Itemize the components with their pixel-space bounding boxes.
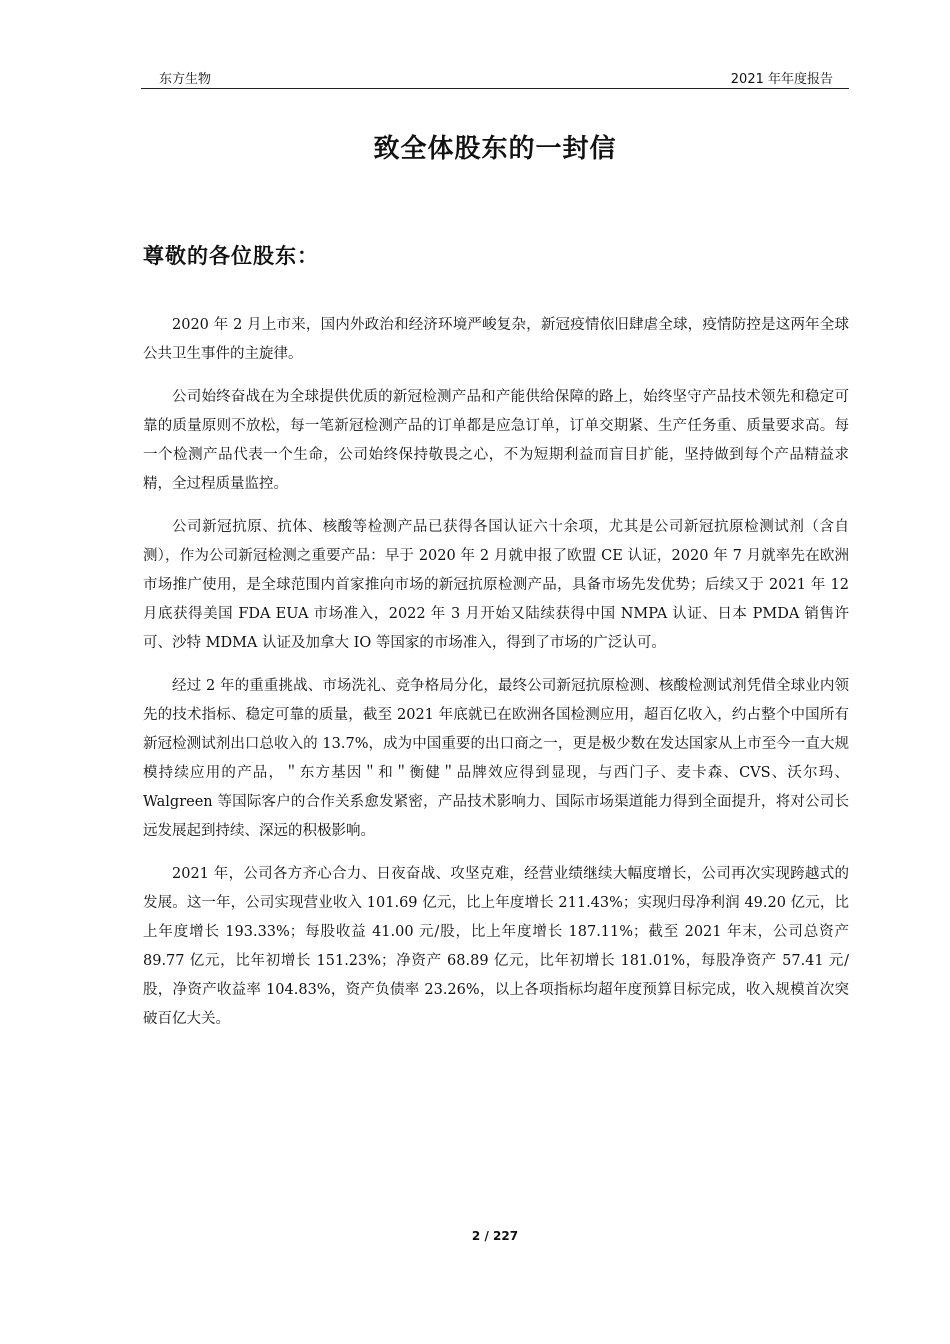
header-report-title: 2021 年年度报告 <box>730 72 833 87</box>
paragraph: 经过 2 年的重重挑战、市场洗礼、竞争格局分化，最终公司新冠抗原检测、核酸检测试剂凭借全球业内领先的技术指标、稳定可靠的质量，截至 2021 年底就已在欧洲各国检测应用，超百亿收入，约占整个中国所有新冠检测试剂出口总收入的 13.7%，成为中国重要的出口商之一，更是极少数在发达国家从上市至今一直大规模持续应用的产品，＂东方基因＂和＂衡健＂品牌效应得到显现，与西门子、麦卡森、CVS、沃尔玛、Walgreen 等国际客户的合作关系愈发紧密，产品技术影响力、国际市场渠道能力得到全面提升，将对公司长远发展起到持续、深远的积极影响。 <box>143 678 849 839</box>
paragraph: 公司新冠抗原、抗体、核酸等检测产品已获得各国认证六十余项，尤其是公司新冠抗原检测试剂（含自测），作为公司新冠检测之重要产品：早于 2020 年 2 月就申报了欧盟 CE 认证，2020 年 7 月就率先在欧洲市场推广使用，是全球范围内首家推向市场的新冠抗原检测产品，具备市场先发优势；后续又于 2021 年 12 月底获得美国 FDA EUA 市场准入，2022 年 3 月开始又陆续获得中国 NMPA 认证、日本 PMDA 销售许可、沙特 MDMA 认证及加拿大 IO 等国家的市场准入，得到了市场的广泛认可。 <box>143 519 849 651</box>
salutation: 尊敬的各位股东： <box>143 244 319 268</box>
letter-body <box>143 311 849 1048</box>
header-company: 东方生物 <box>159 72 212 87</box>
letter-title: 致全体股东的一封信 <box>373 134 617 164</box>
page-number: 2 / 227 <box>471 1229 519 1243</box>
paragraph: 公司始终奋战在为全球提供优质的新冠检测产品和产能供给保障的路上，始终坚守产品技术领先和稳定可靠的质量原则不放松，每一笔新冠检测产品的订单都是应急订单，订单交期紧、生产任务重、质量要求高。每一个检测产品代表一个生命，公司始终保持敬畏之心，不为短期利益而盲目扩能，坚持做到每个产品精益求精，全过程质量监控。 <box>143 389 849 492</box>
paragraph: 2021 年，公司各方齐心合力、日夜奋战、攻坚克难，经营业绩继续大幅度增长，公司再次实现跨越式的发展。这一年，公司实现营业收入 101.69 亿元，比上年度增长 211.43%；实现归母净利润 49.20 亿元，比上年度增长 193.33%；每股收益 41.00 元/股，比上年度增长 187.11%；截至 2021 年末，公司总资产 89.77 亿元，比年初增长 151.23%；净资产 68.89 亿元，比年初增长 181.01%，每股净资产 57.41 元/股，净资产收益率 104.83%，资产负债率 23.26%，以上各项指标均超年度预算目标完成，收入规模首次突破百亿大关。 <box>143 866 849 1027</box>
page-header <box>141 64 849 89</box>
paragraph: 2020 年 2 月上市来，国内外政治和经济环境严峻复杂，新冠疫情依旧肆虐全球，疫情防控是这两年全球公共卫生事件的主旋律。 <box>143 317 849 362</box>
